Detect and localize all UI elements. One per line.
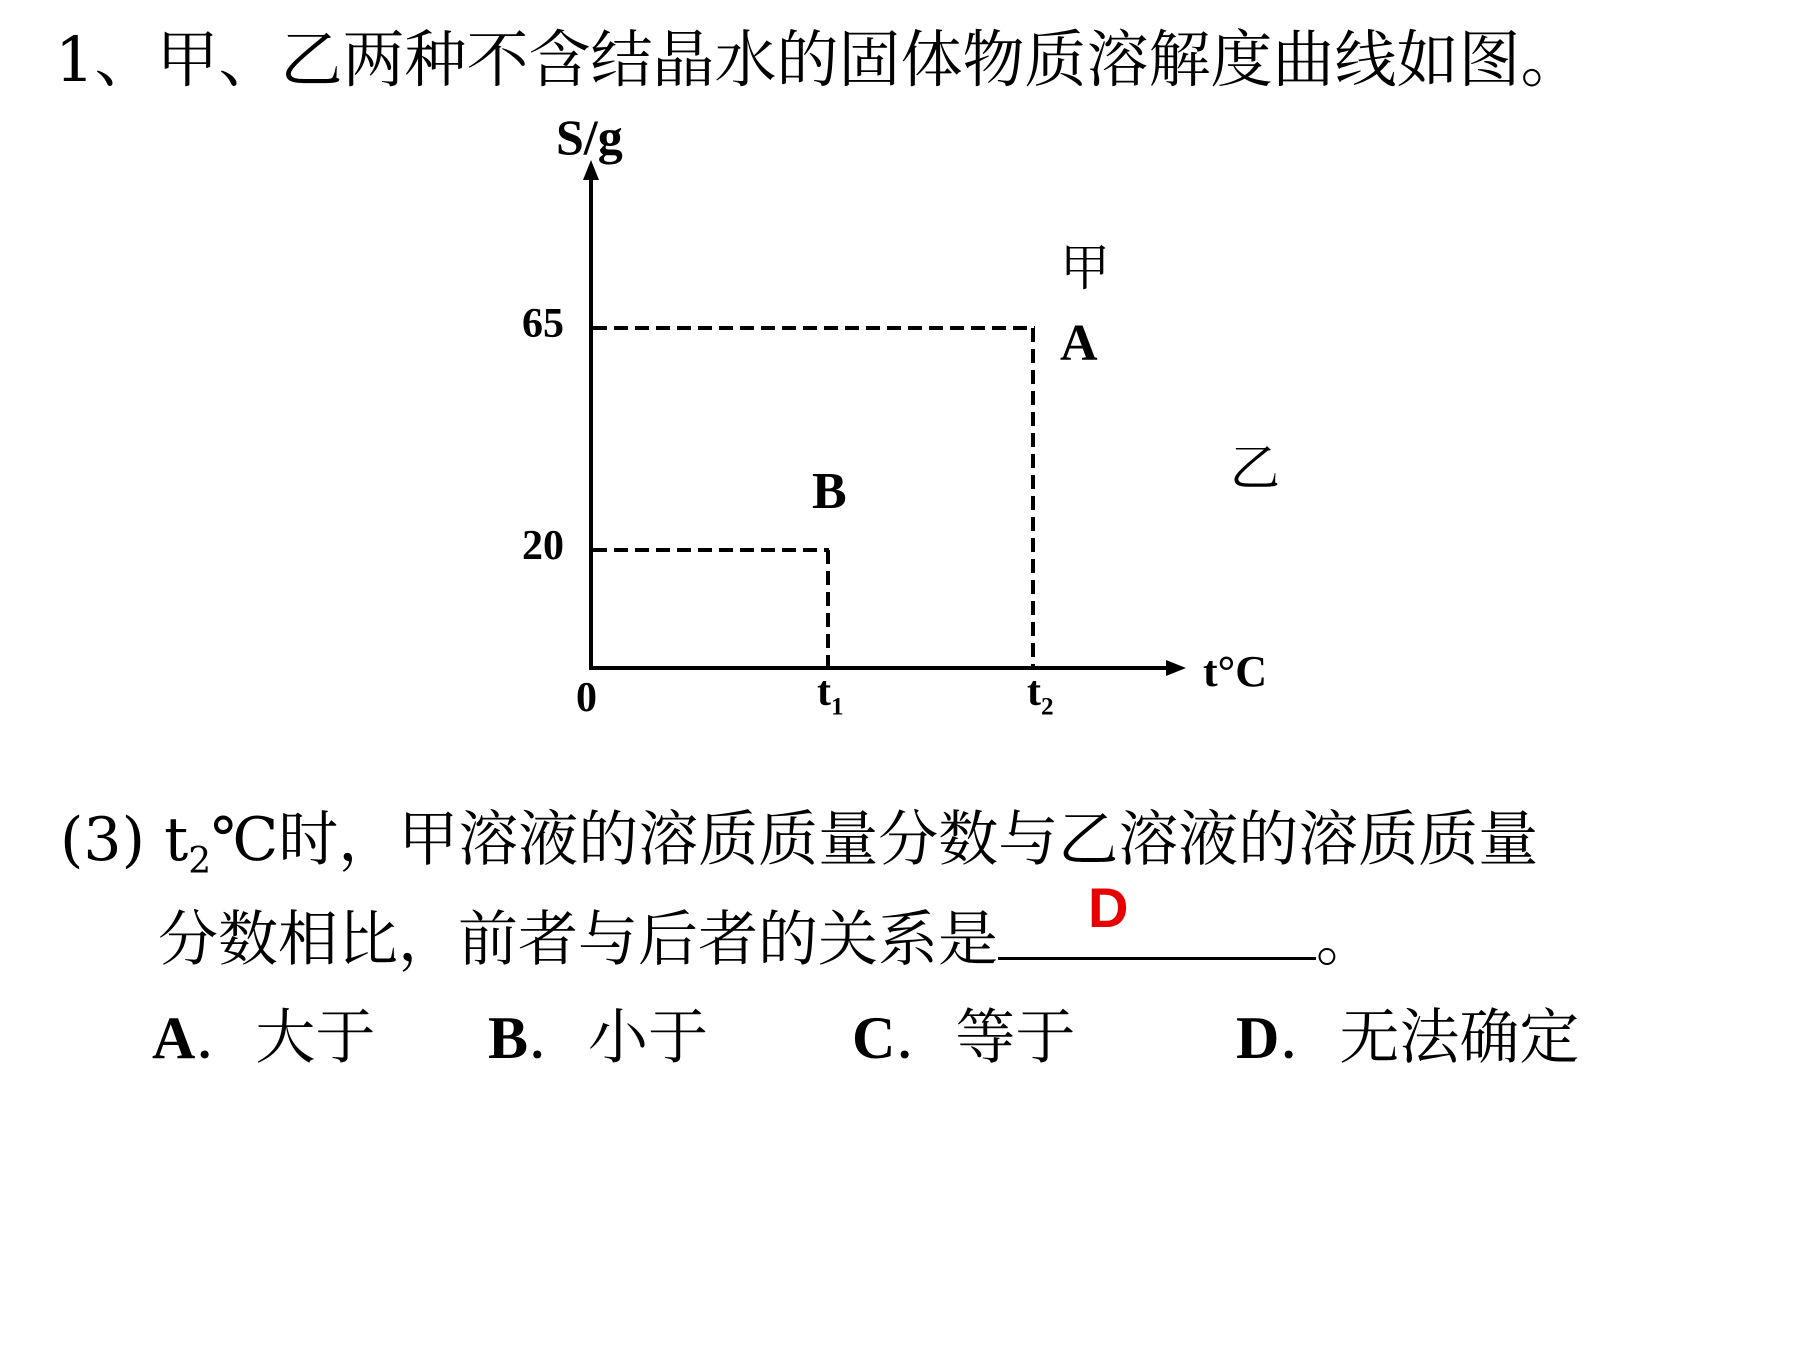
question-intro: 1、甲、乙两种不含结晶水的固体物质溶解度曲线如图。 (55, 23, 1583, 96)
curve-jia-label: 甲 (1060, 239, 1110, 297)
answer-blank (998, 876, 1316, 960)
option-c: C．等于 (852, 1003, 1076, 1073)
option-d: D．无法确定 (1236, 1003, 1580, 1073)
x-axis-arrow (1166, 660, 1186, 676)
y-tick-65: 65 (522, 301, 564, 347)
option-b: B．小于 (488, 1003, 709, 1073)
sub-question-line1: (3) $t_2℃$时，甲溶液的溶质质量分数与乙溶液的溶质质量 (60, 805, 1539, 882)
x-axis-label: t°C (1203, 647, 1268, 696)
x-tick-t2: $t_2$ (1027, 669, 1054, 721)
origin-label: 0 (576, 675, 597, 721)
curve-yi-label: 乙 (1230, 439, 1280, 497)
answer-value: D (1088, 876, 1129, 939)
point-b-label: B (812, 463, 847, 520)
x-tick-t1: $t_1$ (817, 669, 844, 721)
y-axis-label: S/g (556, 109, 623, 165)
option-a: A．大于 (152, 1003, 376, 1073)
point-a-label: A (1060, 315, 1098, 372)
y-tick-20: 20 (522, 523, 564, 569)
sub-question-number: (3) (60, 805, 145, 875)
sub-question-line2: 分数相比，前者与后者的关系是 D 。 (158, 876, 1376, 975)
temperature-t2: $t_2$ (164, 805, 212, 882)
